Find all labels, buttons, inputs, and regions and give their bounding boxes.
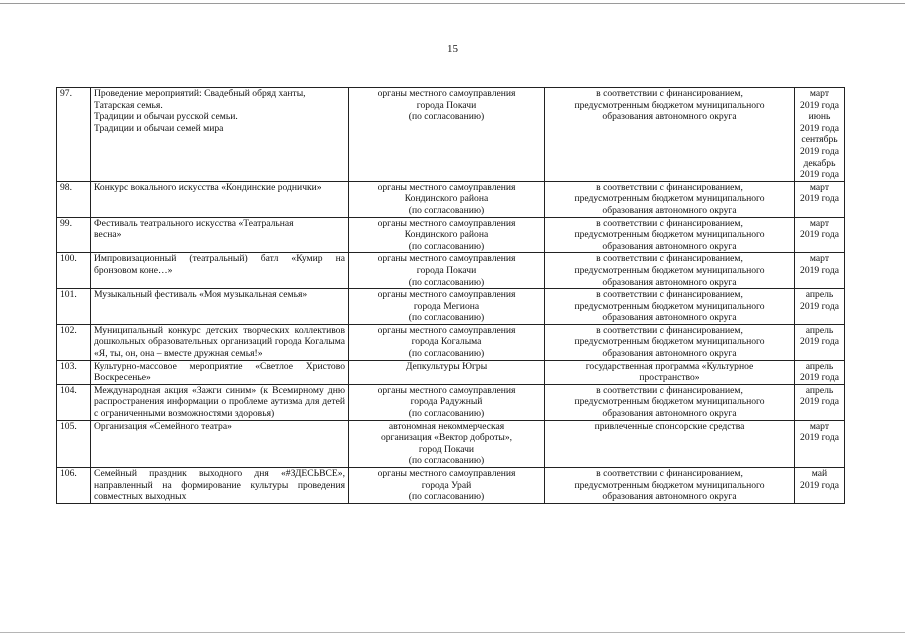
event-title: Семейный праздник выходного дня «#ЗДЕСЬВСЕ», направленный на формирование культуры проведения совместных выходных <box>91 468 349 504</box>
row-number: 106. <box>57 468 91 504</box>
table-row <box>57 324 845 360</box>
row-number: 101. <box>57 289 91 325</box>
row-number: 103. <box>57 360 91 384</box>
event-funding: привлеченные спонсорские средства <box>545 420 795 467</box>
event-executor: органы местного самоуправления города Мегиона (по согласованию) <box>349 289 545 325</box>
event-term: апрель 2019 года <box>795 289 845 325</box>
event-funding: в соответствии с финансированием, предусмотренным бюджетом муниципального образования автономного округа <box>545 468 795 504</box>
event-funding: в соответствии с финансированием, предусмотренным бюджетом муниципального образования автономного округа <box>545 384 795 420</box>
table-row <box>57 88 845 182</box>
event-title: Импровизационный (театральный) батл «Кумир на бронзовом коне…» <box>91 253 349 289</box>
event-funding: государственная программа «Культурное пространство» <box>545 360 795 384</box>
table-row <box>57 468 845 504</box>
event-term: март 2019 года <box>795 253 845 289</box>
event-title: Организация «Семейного театра» <box>91 420 349 467</box>
event-term: апрель 2019 года <box>795 324 845 360</box>
event-funding: в соответствии с финансированием, предусмотренным бюджетом муниципального образования автономного округа <box>545 88 795 182</box>
event-funding: в соответствии с финансированием, предусмотренным бюджетом муниципального образования автономного округа <box>545 289 795 325</box>
row-number: 99. <box>57 217 91 253</box>
event-executor: органы местного самоуправления Кондинского района (по согласованию) <box>349 217 545 253</box>
event-executor: органы местного самоуправления города Покачи (по согласованию) <box>349 253 545 289</box>
event-term: март 2019 года <box>795 181 845 217</box>
table-row <box>57 420 845 467</box>
table-row <box>57 217 845 253</box>
event-term: май 2019 года <box>795 468 845 504</box>
table-row <box>57 384 845 420</box>
event-term: март 2019 года <box>795 420 845 467</box>
event-funding: в соответствии с финансированием, предусмотренным бюджетом муниципального образования автономного округа <box>545 253 795 289</box>
table-row <box>57 253 845 289</box>
event-title: Музыкальный фестиваль «Моя музыкальная семья» <box>91 289 349 325</box>
row-number: 105. <box>57 420 91 467</box>
event-term: апрель 2019 года <box>795 360 845 384</box>
event-funding: в соответствии с финансированием, предусмотренным бюджетом муниципального образования автономного округа <box>545 324 795 360</box>
event-funding: в соответствии с финансированием, предусмотренным бюджетом муниципального образования автономного округа <box>545 217 795 253</box>
event-executor: органы местного самоуправления города Радужный (по согласованию) <box>349 384 545 420</box>
event-title: Конкурс вокального искусства «Кондинские роднички» <box>91 181 349 217</box>
event-term: март 2019 года <box>795 217 845 253</box>
event-executor: органы местного самоуправления Кондинского района (по согласованию) <box>349 181 545 217</box>
event-executor: органы местного самоуправления города Покачи (по согласованию) <box>349 88 545 182</box>
row-number: 97. <box>57 88 91 182</box>
event-executor: органы местного самоуправления города Урай (по согласованию) <box>349 468 545 504</box>
row-number: 104. <box>57 384 91 420</box>
event-term: апрель 2019 года <box>795 384 845 420</box>
table-row <box>57 360 845 384</box>
event-title: Проведение мероприятий: Свадебный обряд ханты, Татарская семья. Традиции и обычаи русской семьи. Традиции и обычаи семей мира <box>91 88 349 182</box>
row-number: 98. <box>57 181 91 217</box>
event-title: Муниципальный конкурс детских творческих коллективов дошкольных образовательных организаций города Когалыма «Я, ты, он, она – вместе дружная семья!» <box>91 324 349 360</box>
event-title: Фестиваль театрального искусства «Театральная весна» <box>91 217 349 253</box>
scan-edge-top <box>0 3 905 4</box>
event-title: Культурно-массовое мероприятие «Светлое Христово Воскресенье» <box>91 360 349 384</box>
page-number: 15 <box>447 43 458 55</box>
table-row <box>57 289 845 325</box>
table-row <box>57 181 845 217</box>
event-title: Международная акция «Зажги синим» (к Всемирному дню распространения информации о проблеме аутизма для детей с ограниченными возможностями здоровья) <box>91 384 349 420</box>
event-executor: Депкультуры Югры <box>349 360 545 384</box>
event-executor: органы местного самоуправления города Когалыма (по согласованию) <box>349 324 545 360</box>
event-funding: в соответствии с финансированием, предусмотренным бюджетом муниципального образования автономного округа <box>545 181 795 217</box>
row-number: 102. <box>57 324 91 360</box>
events-table-body <box>57 88 845 504</box>
event-executor: автономная некоммерческая организация «Вектор доброты», город Покачи (по согласованию) <box>349 420 545 467</box>
scan-edge-bottom <box>0 632 905 633</box>
row-number: 100. <box>57 253 91 289</box>
event-term: март 2019 года июнь 2019 года сентябрь 2019 года декабрь 2019 года <box>795 88 845 182</box>
events-table <box>56 87 845 504</box>
